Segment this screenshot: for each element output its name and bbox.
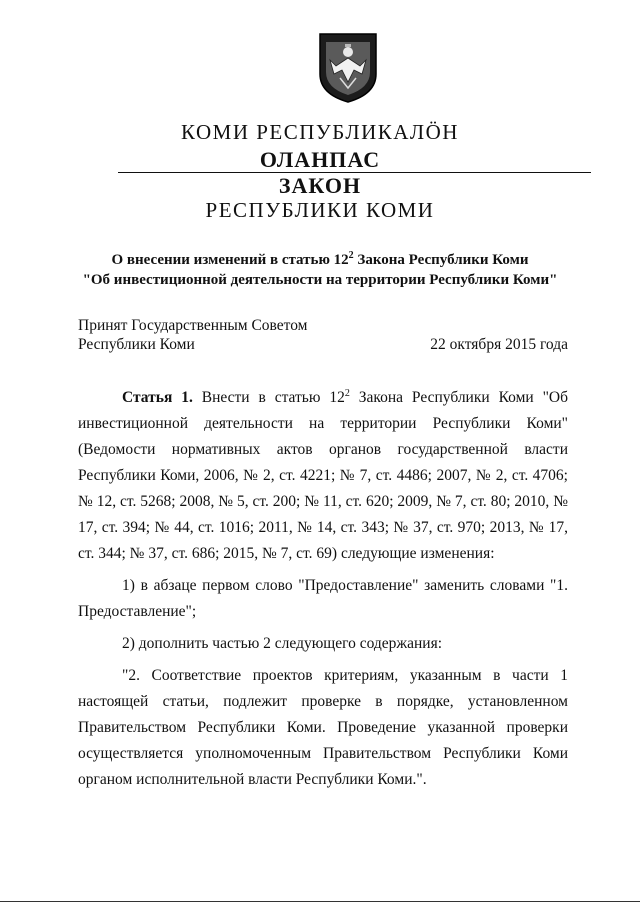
article-1-intro: Статья 1. Внести в статью $12^2$ Закона Республики Коми "Об инвестиционной деятельности на территории Республики Коми" (Ведомости нормативных актов органов государственной власти Республики Коми, 2006, № 2, ст. 4221; № 7, ст. 4486; 2007, № 2, ст. 4706; № 12, ст. 5268; 2008, № 5, ст. 200; № 11, ст. 620; 2009, № 7, ст. 80; 2010, № 17, ст. 394; № 44, ст. 1016; 2011, № 14, ст. 343; № 37, ст. 970; 2013, № 17, ст. 344; № 37, ст. 686; 2015, № 7, ст. 69) следующие изменения: [78,387,568,562]
article-1-body [78,385,568,793]
adoption-date: 22 октября 2015 года [430,336,568,353]
title-line-1: О внесении изменений в статью $12^2$ Закона Республики Коми [111,250,529,268]
article-1-label: Статья 1. [122,389,193,406]
document-title [0,250,640,290]
title-line-2: "Об инвестиционной деятельности на территории Республики Коми" [82,272,558,288]
adoption-note: Принят Государственным Советом Республики Коми [78,317,308,353]
komi-coat-of-arms-emblem [316,30,380,104]
article-1-item-1: 1) в абзаце первом слово "Предоставление" заменить словами "1. Предоставление"; [78,577,568,620]
heading-zakon: ЗАКОН [278,173,362,198]
heading-olanpas: ОЛАНПАС [259,147,381,172]
page-bottom-edge [0,901,640,902]
article-1-item-2: 2) дополнить частью 2 следующего содержания: [122,635,443,652]
heading-komi-republic: КОМИ РЕСПУБЛИКАЛÖН [181,120,459,144]
article-1-quote: "2. Соответствие проектов критериям, указанным в части 1 настоящей статьи, подлежит проверке в порядке, установленном Правительством Республики Коми. Проведение указанной проверки осуществляется уполномоченным Правительством Республики Коми органом исполнительной власти Республики Коми.". [78,667,568,788]
heading-republic-komi: РЕСПУБЛИКИ КОМИ [205,198,435,222]
